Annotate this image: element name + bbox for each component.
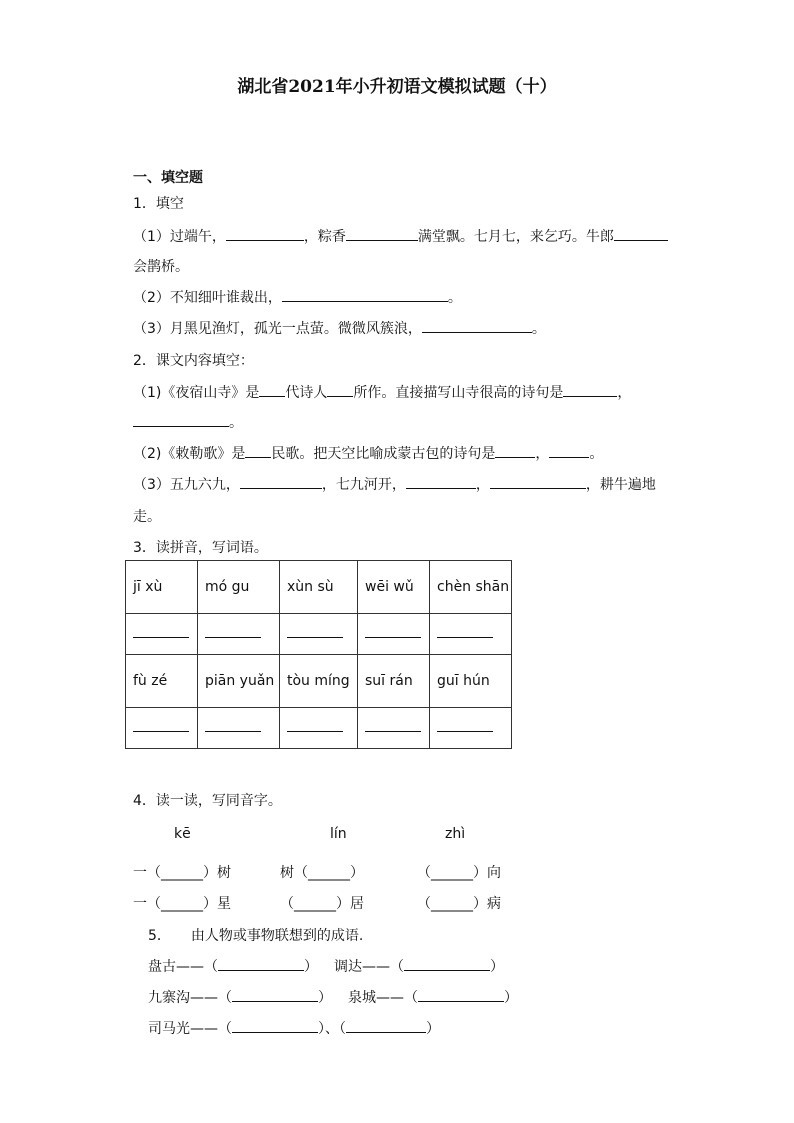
pinyin-label: kē [174,826,191,842]
answer-blank[interactable] [205,636,261,638]
q2-text: （1)《夜宿山寺》是 [133,385,260,401]
q2-text: ， [535,446,550,462]
q1-text: （2）不知细叶谁裁出， [133,290,282,306]
question-1-line-1 [133,226,668,246]
pinyin-label: lín [330,826,347,842]
question-4-heading: 4．读一读，写同音字。 [133,793,282,809]
q2-text: 。 [589,446,604,462]
question-5-heading [148,925,363,945]
answer-blank[interactable] [205,730,261,732]
q1-text: ，粽香 [303,229,346,245]
q2-text: ， [617,385,632,401]
answer-blank[interactable] [287,636,343,638]
bracket: ） [504,990,518,1006]
answer-blank[interactable] [495,443,535,458]
pinyin-cell: jī xù [126,561,198,614]
answer-blank[interactable] [365,730,421,732]
q1-text: 。 [447,290,462,306]
q1-text: 满堂飘。七月七，来乞巧。牛郎 [417,229,614,245]
answer-blank[interactable] [437,636,493,638]
question-1-line-2 [133,287,462,307]
answer-cell[interactable] [358,614,430,655]
question-2-line-1 [133,382,631,402]
answer-cell[interactable] [358,708,430,749]
answer-blank[interactable] [549,443,589,458]
q2-text: 。 [229,415,243,431]
bracket: ）、（ [318,1021,346,1037]
q1-text: （1）过端午， [133,229,226,245]
q2-text: 走。 [133,509,161,525]
bracket: ） [318,990,332,1006]
question-text: 由人物或事物联想到的成语. [190,928,364,944]
question-2-heading: 2．课文内容填空： [133,353,254,369]
q1-text: 会鹊桥。 [133,259,189,275]
idiom-item [148,956,318,976]
answer-cell[interactable] [280,614,358,655]
pinyin-cell: piān yuǎn [198,655,280,708]
q2-text: ，七九河开， [321,477,406,493]
answer-cell[interactable] [430,708,512,749]
pinyin-cell: fù zé [126,655,198,708]
answer-cell[interactable] [126,614,198,655]
idiom-prompt: 盘古——（ [148,959,218,975]
idiom-item [348,987,518,1007]
pinyin-cell: mó gu [198,561,280,614]
answer-cell[interactable] [198,708,280,749]
pinyin-cell: xùn sù [280,561,358,614]
q2-text: （2)《敕勒歌》是 [133,446,246,462]
answer-cell[interactable] [430,614,512,655]
idiom-item [334,956,504,976]
answer-blank[interactable] [287,730,343,732]
homophone-item[interactable]: 一（______）树 [133,865,231,881]
answer-blank[interactable] [327,382,353,397]
q2-text: 代诗人 [285,385,328,401]
answer-blank[interactable] [133,412,229,427]
q2-text: ，耕牛遍地 [585,477,656,493]
answer-blank[interactable] [133,636,189,638]
answer-blank[interactable] [240,474,322,489]
answer-cell[interactable] [126,708,198,749]
pinyin-table [125,560,512,749]
question-2-line-1-cont [133,412,243,432]
answer-blank[interactable] [218,956,304,971]
q1-text: （3）月黑见渔灯，孤光一点萤。微微风簇浪， [133,321,422,337]
pinyin-cell: chèn shān [430,561,512,614]
question-number: 5． [148,928,171,944]
page-title: 湖北省2021年小升初语文模拟试题（十） [237,77,557,97]
question-1-heading: 1．填空 [133,196,184,212]
homophone-item[interactable]: （______）向 [417,865,501,881]
pinyin-cell: wēi wǔ [358,561,430,614]
answer-blank[interactable] [406,474,476,489]
answer-blank[interactable] [563,382,617,397]
answer-blank[interactable] [418,987,504,1002]
q2-text: （3）五九六九， [133,477,240,493]
idiom-item [148,1018,440,1038]
q2-text: ， [475,477,490,493]
bracket: ） [304,959,318,975]
answer-blank[interactable] [404,956,490,971]
q1-text: 。 [531,321,546,337]
homophone-item[interactable]: （______）病 [417,896,501,912]
answer-blank[interactable] [346,1018,426,1033]
idiom-prompt: 调达——（ [334,959,404,975]
answer-blank[interactable] [614,226,668,241]
section-heading: 一、填空题 [133,170,203,186]
idiom-prompt: 泉城——（ [348,990,418,1006]
answer-cell[interactable] [198,614,280,655]
q2-text: 所作。直接描写山寺很高的诗句是 [353,385,564,401]
answer-blank[interactable] [346,226,418,241]
pinyin-label: zhì [445,826,466,842]
answer-blank[interactable] [282,287,448,302]
answer-blank[interactable] [490,474,586,489]
idiom-item [148,987,332,1007]
bracket: ） [490,959,504,975]
answer-blank[interactable] [245,443,271,458]
answer-blank[interactable] [437,730,493,732]
answer-blank[interactable] [133,730,189,732]
answer-blank[interactable] [232,1018,318,1033]
answer-blank[interactable] [259,382,285,397]
q2-text: 民歌。把天空比喻成蒙古包的诗句是 [271,446,496,462]
question-2-line-3 [133,474,656,494]
answer-blank[interactable] [422,318,532,333]
bracket: ） [426,1021,440,1037]
question-2-line-2 [133,443,603,463]
answer-cell[interactable] [280,708,358,749]
homophone-item[interactable]: （______）居 [280,896,364,912]
homophone-item[interactable]: 一（______）星 [133,896,231,912]
idiom-prompt: 司马光——（ [148,1021,232,1037]
idiom-prompt: 九寨沟——（ [148,990,232,1006]
pinyin-cell: tòu míng [280,655,358,708]
answer-blank[interactable] [226,226,304,241]
homophone-item[interactable]: 树（______） [280,865,364,881]
answer-blank[interactable] [365,636,421,638]
answer-blank[interactable] [232,987,318,1002]
question-1-line-3 [133,318,546,338]
pinyin-cell: guī hún [430,655,512,708]
question-3-heading: 3．读拼音，写词语。 [133,540,268,556]
pinyin-cell: suī rán [358,655,430,708]
